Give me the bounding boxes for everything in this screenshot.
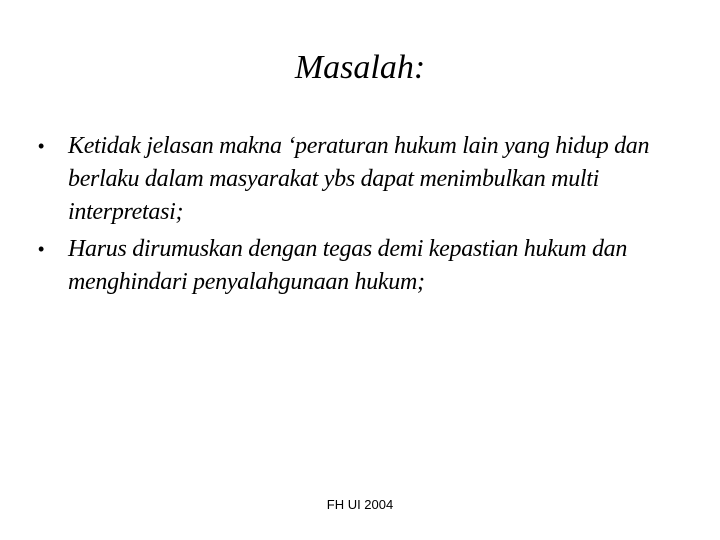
slide-footer: FH UI 2004: [326, 497, 394, 512]
bullet-item: [34, 233, 684, 299]
bullet-list: [34, 130, 684, 303]
slide-title: Masalah:: [294, 49, 426, 86]
bullet-icon: •: [38, 239, 45, 259]
bullet-item: [34, 130, 684, 229]
bullet-text: Harus dirumuskan dengan tegas demi kepastian hukum dan menghindari penyalahgunaan hukum;: [68, 236, 628, 295]
bullet-icon: •: [38, 136, 45, 156]
bullet-text: Ketidak jelasan makna ‘peraturan hukum lain yang hidup dan berlaku dalam masyarakat ybs dapat menimbulkan multi interpretasi;: [68, 133, 650, 225]
